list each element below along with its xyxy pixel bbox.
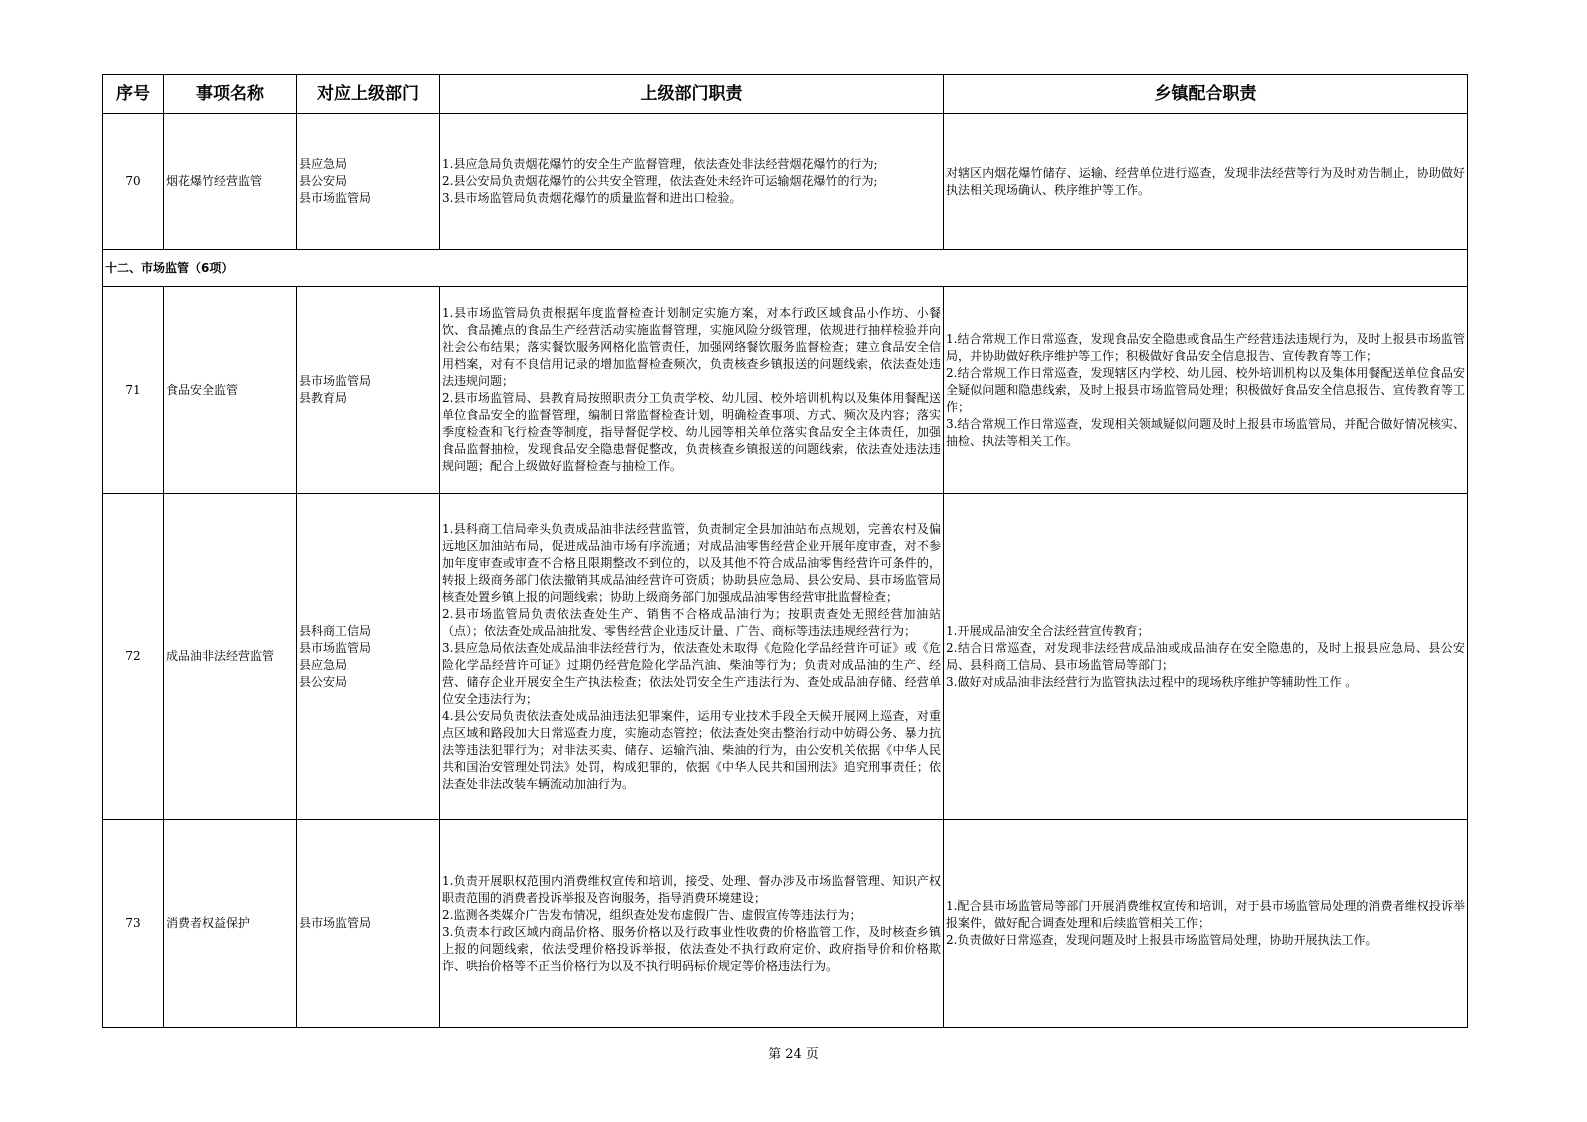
department: 县教育局 — [299, 391, 348, 405]
duty-item: 1.配合县市场监管局等部门开展消费维权宣传和培训，对于县市场监管局处理的消费者维权投诉举报案件，做好配合调查处理和后续监管相关工作； — [946, 899, 1465, 930]
duty-item: 1.开展成品油安全合法经营宣传教育； — [946, 623, 1150, 638]
header-upper-duties: 上级部门职责 — [440, 75, 944, 114]
duty-item: 4.县公安局负责依法查处成品油违法犯罪案件，运用专业技术手段全天候开展网上巡查，对重点区域和路段加大日常巡查力度，实施动态管控；依法查处突击整治行动中妨碍公务、暴力抗法等违法犯罪行为；对非法买卖、储存、运输汽油、柴油的行为，由公安机关依据《中华人民共和国治安管理处罚法》处罚，构成犯罪的，依据《中华人民共和国刑法》追究刑事责任；依法查处非法改装车辆流动加油行为。 — [442, 708, 941, 791]
row-name: 食品安全监管 — [164, 287, 297, 494]
duty-item: 1.县应急局负责烟花爆竹的安全生产监督管理，依法查处非法经营烟花爆竹的行为; — [442, 157, 878, 171]
duty-item: 2.县市场监管局、县教育局按照职责分工负责学校、幼儿园、校外培训机构以及集体用餐配送单位食品安全的监督管理，编制日常监督检查计划，明确检查事项、方式、频次及内容；落实季度检查和飞行检查等制度，指导督促学校、幼儿园等相关单位落实食品安全主体责任，加强食品监督抽检，发现食品安全隐患督促整改，负责核查乡镇报送的问题线索，依法查处违法违规问题；配合上级做好监督检查与抽检工作。 — [442, 391, 941, 473]
department: 县公安局 — [299, 674, 348, 689]
header-name: 事项名称 — [164, 75, 297, 114]
duty-item: 2.县市场监管局负责依法查处生产、销售不合格成品油行为；按职责查处无照经营加油站（点）；依法查处成品油批发、零售经营企业违反计量、广告、商标等违法违规经营行为； — [442, 606, 941, 638]
row-name: 成品油非法经营监管 — [164, 494, 297, 820]
department: 县市场监管局 — [299, 191, 372, 205]
row-departments — [297, 494, 440, 820]
department: 县公安局 — [299, 174, 348, 188]
table-row — [103, 114, 1468, 250]
row-upper-duties — [440, 820, 944, 1028]
department: 县市场监管局 — [299, 640, 372, 655]
department: 县科商工信局 — [299, 623, 372, 638]
row-upper-duties — [440, 287, 944, 494]
row-name: 烟花爆竹经营监管 — [164, 114, 297, 250]
duty-item: 3.负责本行政区域内商品价格、服务价格以及行政事业性收费的价格监管工作，及时核查乡镇上报的问题线索，依法受理价格投诉举报，依法查处不执行政府定价、政府指导价和价格欺诈、哄抬价格等不正当价格行为以及不执行明码标价规定等价格违法行为。 — [442, 924, 941, 973]
duty-item: 3.做好对成品油非法经营行为监管执法过程中的现场秩序维护等辅助性工作 。 — [946, 674, 1358, 689]
duty-item: 2.负责做好日常巡查，发现问题及时上报县市场监管局处理，协助开展执法工作。 — [946, 933, 1378, 947]
header-no: 序号 — [103, 75, 164, 114]
row-no: 71 — [103, 287, 164, 494]
duty-item: 1.负责开展职权范围内消费维权宣传和培训，接受、处理、督办涉及市场监督管理、知识产权职责范围的消费者投诉举报及咨询服务，指导消费环境建设； — [442, 873, 941, 905]
duty-item: 3.县市场监管局负责烟花爆竹的质量监督和进出口检验。 — [442, 191, 742, 205]
duty-item: 1.县科商工信局牵头负责成品油非法经营监管，负责制定全县加油站布点规划，完善农村及偏远地区加油站布局，促进成品油市场有序流通；对成品油零售经营企业开展年度审查，对不参加年度审查或审查不合格且限期整改不到位的，以及其他不符合成品油零售经营许可条件的，转报上级商务部门依法撤销其成品油经营许可资质；协助县应急局、县公安局、县市场监管局核查处置乡镇上报的问题线索；协助上级商务部门加强成品油零售经营审批监督检查； — [442, 521, 941, 604]
duty-item: 对辖区内烟花爆竹储存、运输、经营单位进行巡查，发现非法经营等行为及时劝告制止，协助做好执法相关现场确认、秩序维护等工作。 — [946, 165, 1465, 197]
duty-table — [102, 74, 1468, 1028]
duty-item: 1.结合常规工作日常巡查，发现食品安全隐患或食品生产经营违法违规行为，及时上报县市场监管局，并协助做好秩序维护等工作；积极做好食品安全信息报告、宣传教育等工作； — [946, 331, 1465, 363]
duty-item: 2.结合常规工作日常巡查，发现辖区内学校、幼儿园、校外培训机构以及集体用餐配送单位食品安全疑似问题和隐患线索，及时上报县市场监管局处理；积极做好食品安全信息报告、宣传教育等工作； — [946, 365, 1465, 414]
header-town-duties: 乡镇配合职责 — [944, 75, 1468, 114]
table-row — [103, 820, 1468, 1028]
department: 县应急局 — [299, 157, 348, 171]
row-upper-duties — [440, 114, 944, 250]
row-town-duties — [944, 114, 1468, 250]
row-town-duties — [944, 494, 1468, 820]
department: 县应急局 — [299, 657, 348, 672]
row-no: 72 — [103, 494, 164, 820]
row-town-duties — [944, 820, 1468, 1028]
section-title: 十二、市场监管（6项） — [103, 250, 1468, 287]
section-row — [103, 250, 1468, 287]
table-header-row — [103, 75, 1468, 114]
duty-item: 2.监测各类媒介广告发布情况，组织查处发布虚假广告、虚假宣传等违法行为； — [442, 907, 862, 922]
duty-item: 3.结合常规工作日常巡查，发现相关领域疑似问题及时上报县市场监管局，并配合做好情况核实、抽检、执法等相关工作。 — [946, 416, 1465, 448]
row-no: 70 — [103, 114, 164, 250]
row-departments — [297, 287, 440, 494]
department: 县市场监管局 — [299, 374, 372, 388]
row-departments — [297, 114, 440, 250]
row-no: 73 — [103, 820, 164, 1028]
table-row — [103, 287, 1468, 494]
row-town-duties — [944, 287, 1468, 494]
table-row — [103, 494, 1468, 820]
page-number: 第 24 页 — [768, 1047, 819, 1062]
duty-item: 3.县应急局依法查处成品油非法经营行为，依法查处未取得《危险化学品经营许可证》或《危险化学品经营许可证》过期仍经营危险化学品汽油、柴油等行为；负责对成品油的生产、经营、储存企业开展安全生产执法检查；依法处罚安全生产违法行为、查处成品油存储、经营单位安全违法行为； — [442, 640, 941, 706]
duty-item: 2.结合日常巡查，对发现非法经营成品油或成品油存在安全隐患的，及时上报县应急局、县公安局、县科商工信局、县市场监管局等部门； — [946, 640, 1465, 672]
duty-item: 2.县公安局负责烟花爆竹的公共安全管理，依法查处未经许可运输烟花爆竹的行为; — [442, 174, 878, 188]
duty-item: 1.县市场监管局负责根据年度监督检查计划制定实施方案，对本行政区域食品小作坊、小餐饮、食品摊点的食品生产经营活动实施监督管理，实施风险分级管理，依规进行抽样检验并向社会公布结果；落实餐饮服务网格化监管责任，加强网络餐饮服务监督检查；建立食品安全信用档案，对有不良信用记录的增加监督检查频次，负责核查乡镇报送的问题线索，依法查处违法违规问题； — [442, 306, 941, 388]
row-departments — [297, 820, 440, 1028]
header-department: 对应上级部门 — [297, 75, 440, 114]
row-upper-duties — [440, 494, 944, 820]
row-name: 消费者权益保护 — [164, 820, 297, 1028]
department: 县市场监管局 — [299, 916, 372, 930]
